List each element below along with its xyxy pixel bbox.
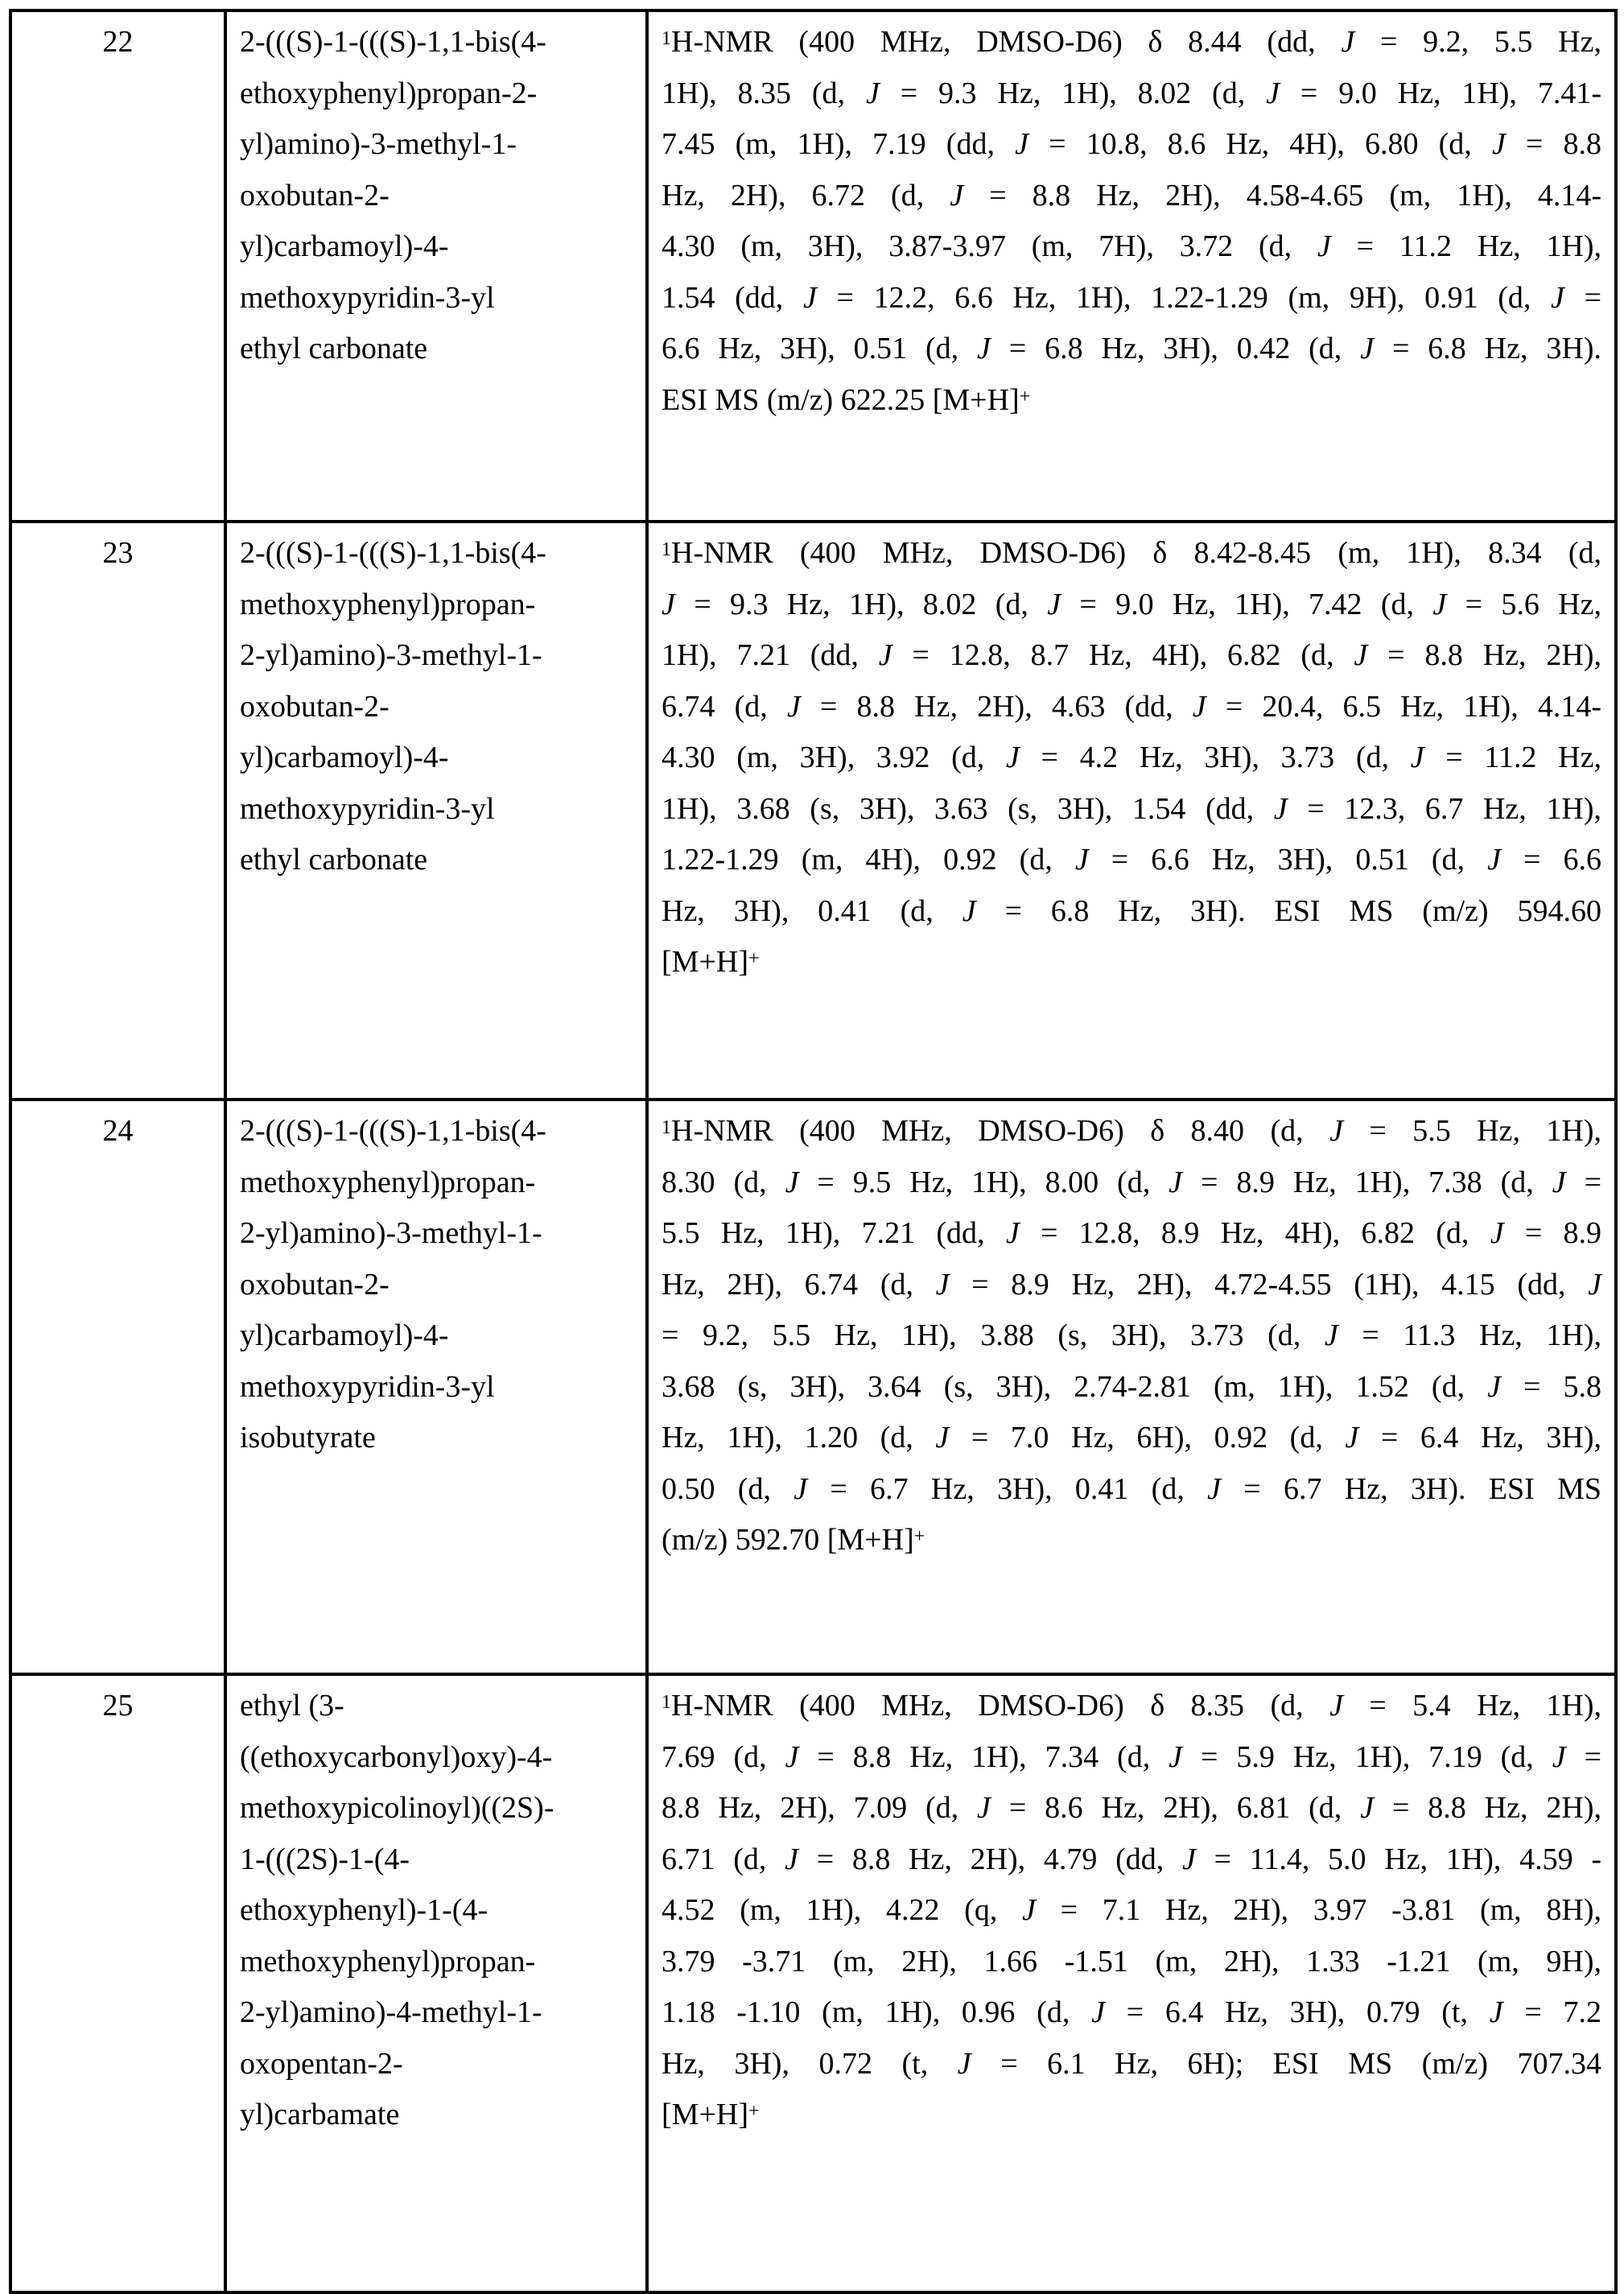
data-line: 4.30 (m, 3H), 3.87-3.97 (m, 7H), 3.72 (d, J = 11.2 Hz, 1H), bbox=[662, 229, 1601, 263]
compound-number: 22 bbox=[10, 10, 225, 522]
characterization-data bbox=[647, 1674, 1616, 2292]
data-line: Hz, 2H), 6.74 (d, J = 8.9 Hz, 2H), 4.72-4.55 (1H), 4.15 (dd, J bbox=[662, 1267, 1601, 1302]
table-body bbox=[10, 10, 1616, 2292]
name-line: methoxypyridin-3-yl bbox=[240, 1369, 495, 1404]
data-line: Hz, 2H), 6.72 (d, J = 8.8 Hz, 2H), 4.58-4.65 (m, 1H), 4.14- bbox=[662, 178, 1601, 212]
data-line: 3.68 (s, 3H), 3.64 (s, 3H), 2.74-2.81 (m, 1H), 1.52 (d, J = 5.8 bbox=[662, 1369, 1601, 1404]
name-line: ethyl carbonate bbox=[240, 843, 428, 877]
data-line: ESI MS (m/z) 622.25 [M+H]+ bbox=[662, 382, 1031, 417]
data-line: 3.79 -3.71 (m, 2H), 1.66 -1.51 (m, 2H), 1.33 -1.21 (m, 9H), bbox=[662, 1944, 1601, 1978]
compound-name bbox=[225, 1674, 647, 2292]
data-line: 1.54 (dd, J = 12.2, 6.6 Hz, 1H), 1.22-1.29 (m, 9H), 0.91 (d, J = bbox=[662, 280, 1602, 315]
name-line: yl)carbamoyl)-4- bbox=[240, 1318, 449, 1352]
table-row bbox=[10, 522, 1616, 1100]
data-line: 8.30 (d, J = 9.5 Hz, 1H), 8.00 (d, J = 8.9 Hz, 1H), 7.38 (d, J = bbox=[662, 1165, 1601, 1199]
characterization-data bbox=[647, 1100, 1616, 1674]
name-line: methoxyphenyl)propan- bbox=[240, 1944, 536, 1978]
compound-name bbox=[225, 10, 647, 522]
table-row bbox=[10, 1674, 1616, 2292]
name-line: ethoxyphenyl)propan-2- bbox=[240, 76, 538, 110]
data-line: 4.52 (m, 1H), 4.22 (q, J = 7.1 Hz, 2H), 3.97 -3.81 (m, 8H), bbox=[662, 1893, 1601, 1927]
data-line: $^1$H-NMR (400 MHz, DMSO-D6) δ 8.35 (d, J = 5.4 Hz, 1H), bbox=[662, 1689, 1601, 1723]
compound-number: 25 bbox=[10, 1674, 225, 2292]
data-line: J = 9.3 Hz, 1H), 8.02 (d, J = 9.0 Hz, 1H), 7.42 (d, J = 5.6 Hz, bbox=[662, 587, 1601, 621]
compound-number: 23 bbox=[10, 522, 225, 1100]
data-line: 1.22-1.29 (m, 4H), 0.92 (d, J = 6.6 Hz, 3H), 0.51 (d, J = 6.6 bbox=[662, 843, 1601, 877]
data-line: 1.18 -1.10 (m, 1H), 0.96 (d, J = 6.4 Hz, 3H), 0.79 (t, J = 7.2 bbox=[662, 1995, 1601, 2029]
name-line: oxopentan-2- bbox=[240, 2046, 403, 2081]
data-line: 8.8 Hz, 2H), 7.09 (d, J = 8.6 Hz, 2H), 6.81 (d, J = 8.8 Hz, 2H), bbox=[662, 1791, 1601, 1825]
name-line: methoxyphenyl)propan- bbox=[240, 587, 536, 621]
name-line: 2-(((S)-1-(((S)-1,1-bis(4- bbox=[240, 25, 546, 59]
compound-name bbox=[225, 522, 647, 1100]
data-line: $^1$H-NMR (400 MHz, DMSO-D6) δ 8.40 (d, J = 5.5 Hz, 1H), bbox=[662, 1114, 1601, 1148]
data-line: Hz, 1H), 1.20 (d, J = 7.0 Hz, 6H), 0.92 (d, J = 6.4 Hz, 3H), bbox=[662, 1421, 1601, 1454]
name-line: yl)carbamate bbox=[240, 2098, 400, 2131]
name-line: ((ethoxycarbonyl)oxy)-4- bbox=[240, 1739, 553, 1774]
compound-name bbox=[225, 1100, 647, 1674]
name-line: 2-yl)amino)-4-methyl-1- bbox=[240, 1995, 542, 2029]
data-line: 6.6 Hz, 3H), 0.51 (d, J = 6.8 Hz, 3H), 0.42 (d, J = 6.8 Hz, 3H). bbox=[662, 332, 1601, 365]
characterization-data bbox=[647, 10, 1616, 522]
table-row bbox=[10, 1100, 1616, 1674]
data-line: (m/z) 592.70 [M+H]+ bbox=[662, 1523, 925, 1557]
name-line: isobutyrate bbox=[240, 1421, 376, 1454]
data-line: 5.5 Hz, 1H), 7.21 (dd, J = 12.8, 8.9 Hz, 4H), 6.82 (d, J = 8.9 bbox=[662, 1216, 1601, 1250]
data-line: = 9.2, 5.5 Hz, 1H), 3.88 (s, 3H), 3.73 (d, J = 11.3 Hz, 1H), bbox=[662, 1318, 1601, 1352]
data-line: [M+H]+ bbox=[662, 945, 760, 979]
data-line: $^1$H-NMR (400 MHz, DMSO-D6) δ 8.44 (dd, J = 9.2, 5.5 Hz, bbox=[662, 25, 1601, 59]
data-line: $^1$H-NMR (400 MHz, DMSO-D6) δ 8.42-8.45 (m, 1H), 8.34 (d, bbox=[662, 536, 1601, 570]
data-line: [M+H]+ bbox=[662, 2098, 760, 2131]
name-line: ethoxyphenyl)-1-(4- bbox=[240, 1893, 488, 1927]
name-line: 2-yl)amino)-3-methyl-1- bbox=[240, 638, 542, 672]
name-line: methoxyphenyl)propan- bbox=[240, 1165, 536, 1199]
data-line: 6.71 (d, J = 8.8 Hz, 2H), 4.79 (dd, J = 11.4, 5.0 Hz, 1H), 4.59 - bbox=[662, 1842, 1601, 1876]
data-line: 4.30 (m, 3H), 3.92 (d, J = 4.2 Hz, 3H), 3.73 (d, J = 11.2 Hz, bbox=[662, 741, 1601, 774]
name-line: methoxypicolinoyl)((2S)- bbox=[240, 1791, 554, 1825]
name-line: methoxypyridin-3-yl bbox=[240, 280, 495, 315]
compound-number: 24 bbox=[10, 1100, 225, 1674]
data-line: 1H), 7.21 (dd, J = 12.8, 8.7 Hz, 4H), 6.82 (d, J = 8.8 Hz, 2H), bbox=[662, 638, 1601, 672]
characterization-data bbox=[647, 522, 1616, 1100]
name-line: oxobutan-2- bbox=[240, 1267, 390, 1302]
name-line: ethyl (3- bbox=[240, 1689, 344, 1723]
data-line: 6.74 (d, J = 8.8 Hz, 2H), 4.63 (dd, J = 20.4, 6.5 Hz, 1H), 4.14- bbox=[662, 689, 1601, 724]
table-row bbox=[10, 10, 1616, 522]
data-line: Hz, 3H), 0.41 (d, J = 6.8 Hz, 3H). ESI MS (m/z) 594.60 bbox=[662, 893, 1601, 928]
name-line: 1-(((2S)-1-(4- bbox=[240, 1842, 410, 1876]
data-line: 1H), 3.68 (s, 3H), 3.63 (s, 3H), 1.54 (dd, J = 12.3, 6.7 Hz, 1H), bbox=[662, 791, 1601, 826]
data-line: 7.69 (d, J = 8.8 Hz, 1H), 7.34 (d, J = 5.9 Hz, 1H), 7.19 (d, J = bbox=[662, 1739, 1601, 1774]
name-line: yl)carbamoyl)-4- bbox=[240, 741, 449, 774]
name-line: oxobutan-2- bbox=[240, 689, 390, 724]
name-line: 2-yl)amino)-3-methyl-1- bbox=[240, 1216, 542, 1250]
data-line: 1H), 8.35 (d, J = 9.3 Hz, 1H), 8.02 (d, J = 9.0 Hz, 1H), 7.41- bbox=[662, 76, 1601, 110]
data-line: Hz, 3H), 0.72 (t, J = 6.1 Hz, 6H); ESI MS (m/z) 707.34 bbox=[662, 2046, 1601, 2081]
name-line: 2-(((S)-1-(((S)-1,1-bis(4- bbox=[240, 536, 546, 570]
name-line: oxobutan-2- bbox=[240, 178, 390, 212]
name-line: methoxypyridin-3-yl bbox=[240, 791, 495, 826]
name-line: yl)carbamoyl)-4- bbox=[240, 229, 449, 263]
name-line: ethyl carbonate bbox=[240, 332, 428, 365]
name-line: yl)amino)-3-methyl-1- bbox=[240, 127, 517, 161]
data-line: 0.50 (d, J = 6.7 Hz, 3H), 0.41 (d, J = 6.7 Hz, 3H). ESI MS bbox=[662, 1471, 1601, 1506]
nmr-data-table bbox=[9, 9, 1618, 2294]
name-line: 2-(((S)-1-(((S)-1,1-bis(4- bbox=[240, 1114, 546, 1148]
data-line: 7.45 (m, 1H), 7.19 (dd, J = 10.8, 8.6 Hz, 4H), 6.80 (d, J = 8.8 bbox=[662, 127, 1601, 161]
